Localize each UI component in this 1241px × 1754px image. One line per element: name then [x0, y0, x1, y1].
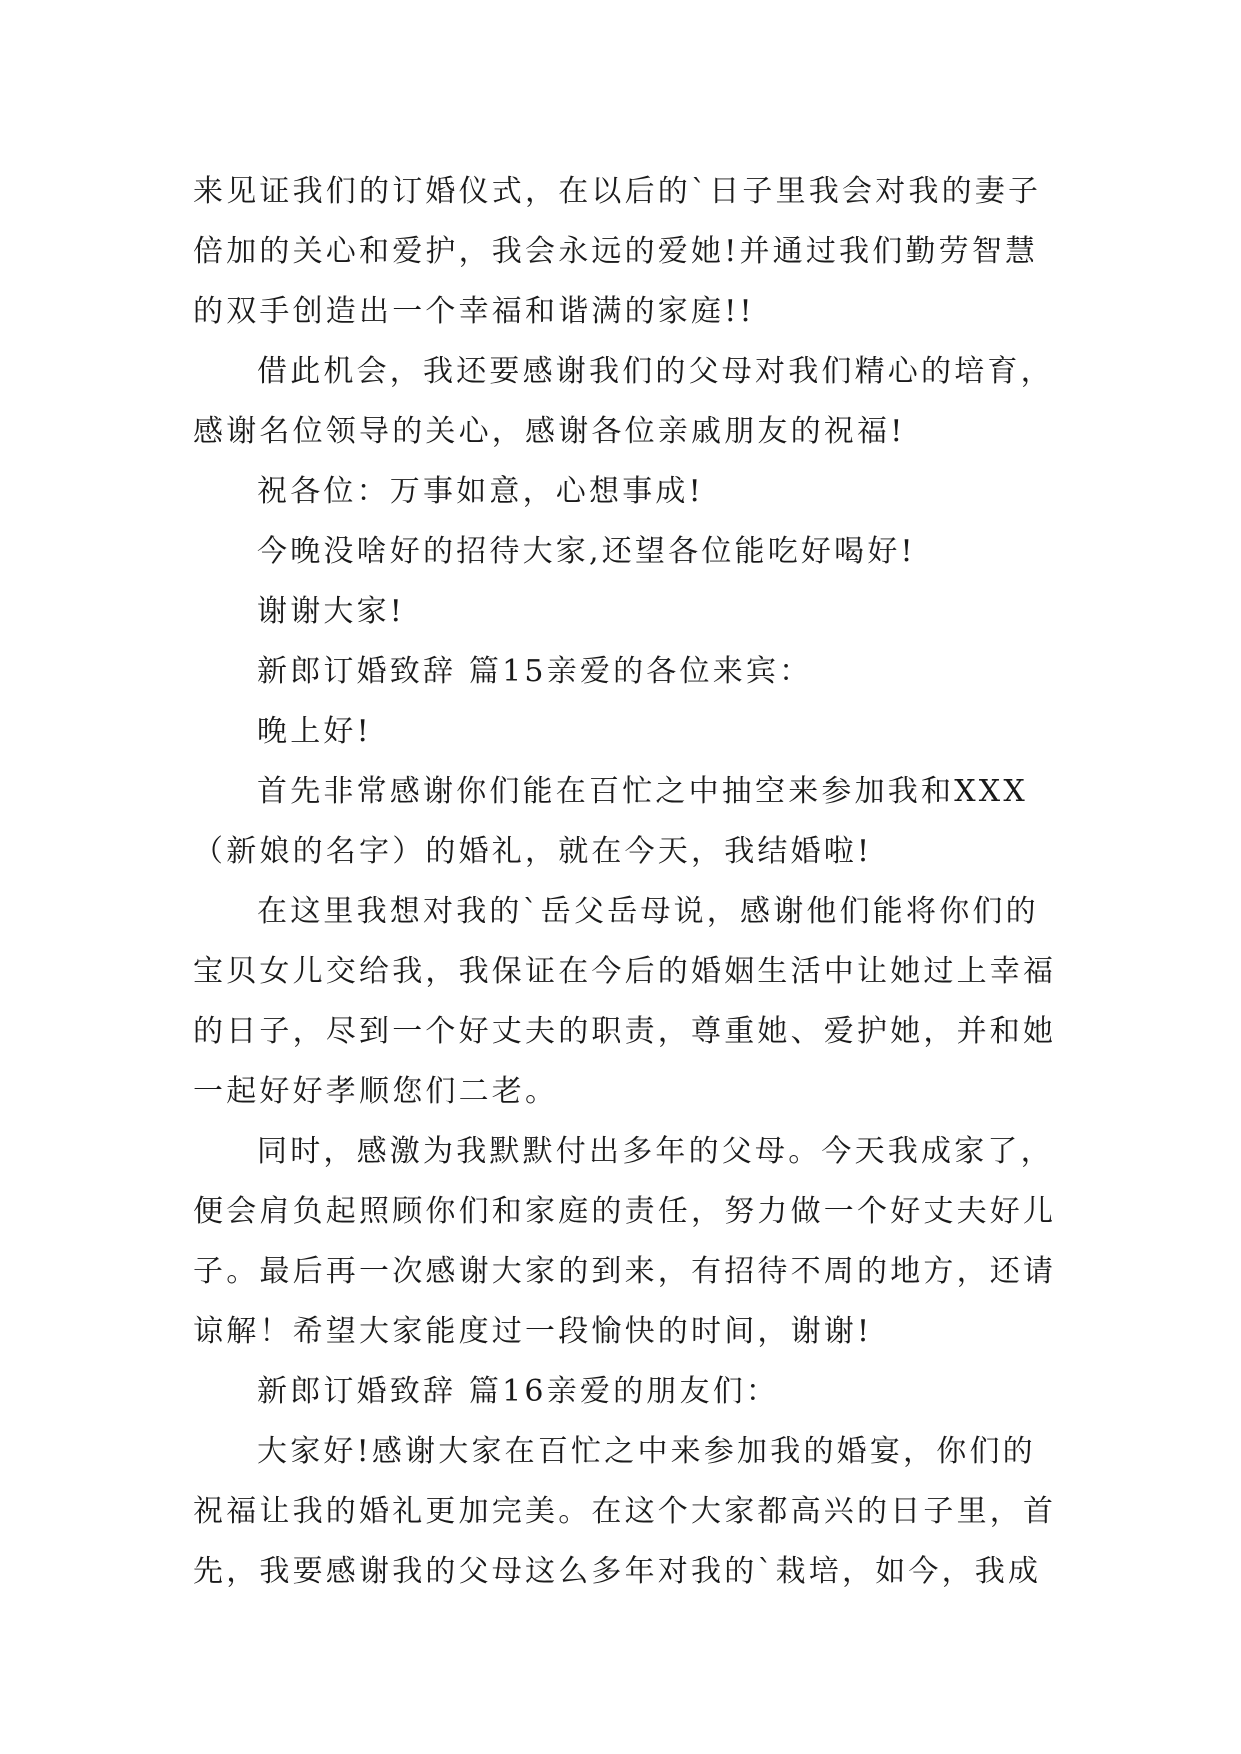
text-line: 感谢名位领导的关心，感谢各位亲戚朋友的祝福!: [193, 414, 906, 449]
text-line: 子。最后再一次感谢大家的到来，有招待不周的地方，还请: [193, 1254, 1057, 1289]
text-line: 的日子，尽到一个好丈夫的职责，尊重她、爱护她，并和她: [193, 1014, 1057, 1049]
text-line: 倍加的关心和爱护，我会永远的爱她!并通过我们勤劳智慧: [193, 234, 1039, 269]
paragraph-start: 借此机会，我还要感谢我们的父母对我们精心的培育，: [257, 354, 1054, 389]
document-body: [193, 162, 1073, 1602]
text-line: 祝福让我的婚礼更加完美。在这个大家都高兴的日子里，首: [193, 1494, 1057, 1529]
text-line: 便会肩负起照顾你们和家庭的责任，努力做一个好丈夫好儿: [193, 1194, 1057, 1229]
paragraph-start: 在这里我想对我的`岳父岳母说，感谢他们能将你们的: [257, 894, 1039, 929]
section-heading: 新郎订婚致辞 篇15亲爱的各位来宾：: [257, 654, 813, 689]
paragraph-start: 同时，感激为我默默付出多年的父母。今天我成家了，: [257, 1134, 1054, 1169]
text-line: （新娘的名字）的婚礼，就在今天，我结婚啦!: [193, 834, 873, 869]
paragraph-start: 谢谢大家!: [257, 594, 406, 629]
paragraph-start: 今晚没啥好的招待大家,还望各位能吃好喝好!: [257, 534, 916, 569]
paragraph-start: 首先非常感谢你们能在百忙之中抽空来参加我和XXX: [257, 774, 1028, 809]
text-line: 的双手创造出一个幸福和谐满的家庭!!: [193, 294, 755, 329]
text-line: 一起好好孝顺您们二老。: [193, 1074, 559, 1109]
paragraph-start: 晚上好!: [257, 714, 372, 749]
text-line: 先，我要感谢我的父母这么多年对我的`栽培，如今，我成: [193, 1554, 1042, 1589]
paragraph-start: 祝各位：万事如意，心想事成!: [257, 474, 704, 509]
text-line: 谅解！希望大家能度过一段愉快的时间，谢谢!: [193, 1314, 873, 1349]
text-line: 宝贝女儿交给我，我保证在今后的婚姻生活中让她过上幸福: [193, 954, 1057, 989]
section-heading: 新郎订婚致辞 篇16亲爱的朋友们：: [257, 1374, 780, 1409]
paragraph-start: 大家好!感谢大家在百忙之中来参加我的婚宴，你们的: [257, 1434, 1036, 1469]
text-line: 来见证我们的订婚仪式，在以后的`日子里我会对我的妻子: [193, 174, 1042, 209]
